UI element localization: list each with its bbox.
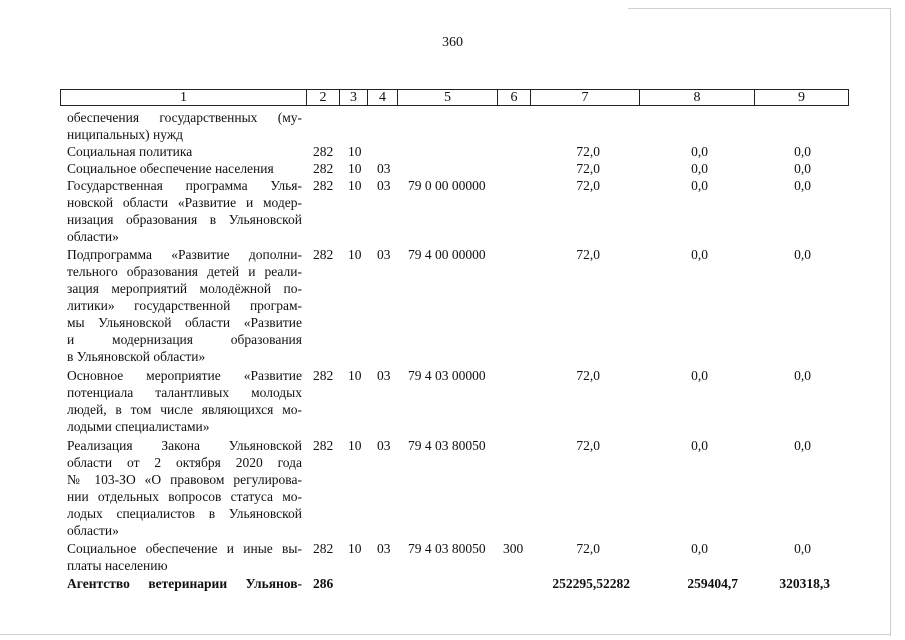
row-name [67,575,302,592]
cell-col-7: 72,0 [576,368,600,383]
cell-col-4: 03 [377,178,391,193]
row-name-line: области» [67,523,119,538]
table-header [60,89,849,106]
cell-col-9: 0,0 [794,161,811,176]
row-name-line: и модернизация образования [67,332,302,347]
cell-col-9: 320318,3 [779,576,830,591]
row-name-line: Социальная политика [67,144,193,159]
cell-col-3: 10 [348,541,362,556]
page-number: 360 [442,35,463,50]
row-name-line: Подпрограмма «Развитие дополни- [67,247,302,262]
cell-col-3: 10 [348,144,362,159]
cell-col-9: 0,0 [794,541,811,556]
row-name-line: обеспечения государственных (му- [67,110,302,125]
cell-col-3: 10 [348,247,362,262]
cell-col-9: 0,0 [794,368,811,383]
cell-col-2: 282 [313,438,334,453]
cell-col-4: 03 [377,368,391,383]
cell-col-8: 0,0 [691,368,708,383]
row-name-line: в Ульяновской области» [67,349,206,364]
row-name-line: зация мероприятий молодёжной по- [67,281,302,296]
cell-col-7: 252295,52282 [552,576,630,591]
cell-col-7: 72,0 [576,541,600,556]
row-name [67,367,302,435]
cell-col-2: 286 [313,576,334,591]
row-name-line: Основное мероприятие «Развитие [67,368,302,383]
cell-col-4: 03 [377,438,391,453]
cell-col-7: 72,0 [576,161,600,176]
cell-col-3: 10 [348,438,362,453]
header-col-9: 9 [798,90,805,105]
cell-col-8: 0,0 [691,438,708,453]
cell-col-4: 03 [377,247,391,262]
cell-col-5: 79 4 00 00000 [408,247,486,262]
page-frame-top [628,8,890,9]
row-name-line: людей, в том числе являющихся мо- [67,402,302,417]
cell-col-5: 79 4 03 00000 [408,368,486,383]
header-col-4: 4 [379,90,386,105]
cell-col-5: 79 0 00 00000 [408,178,486,193]
cell-col-2: 282 [313,541,334,556]
header-col-5: 5 [444,90,451,105]
row-name [67,160,302,177]
row-name-line: мы Ульяновской области «Развитие [67,315,302,330]
cell-col-8: 0,0 [691,144,708,159]
header-col-8: 8 [693,90,701,105]
row-name-line: новской области «Развитие и модер- [67,195,302,210]
cell-col-2: 282 [313,247,334,262]
cell-col-3: 10 [348,178,362,193]
row-name-line: лодых специалистов в Ульяновской [67,506,302,521]
row-name-line: Социальное обеспечение населения [67,161,274,176]
cell-col-7: 72,0 [576,144,600,159]
row-name-line: Социальное обеспечение и иные вы- [67,541,302,556]
cell-col-2: 282 [313,144,334,159]
header-col-1: 1 [180,90,187,105]
row-name [67,540,302,574]
cell-col-8: 0,0 [691,178,708,193]
row-name-line: платы населению [67,558,168,573]
row-name-line: Государственная программа Улья- [67,178,302,193]
row-name-line: Агентство ветеринарии Ульянов- [67,576,302,591]
row-name-line: области от 2 октября 2020 года [67,455,302,470]
cell-col-2: 282 [313,368,334,383]
page-frame-right [890,8,891,636]
row-name-line: потенциала талантливых молодых [67,385,302,400]
row-name-line: № 103-ЗО «О правовом регулирова- [67,472,302,487]
row-name-line: низация образования в Ульяновской [67,212,302,227]
page-frame-bottom [0,634,890,635]
cell-col-7: 72,0 [576,247,600,262]
cell-col-5: 79 4 03 80050 [408,438,486,453]
row-name-line: Реализация Закона Ульяновской [67,438,302,453]
row-name-line: области» [67,229,119,244]
cell-col-3: 10 [348,368,362,383]
cell-col-2: 282 [313,178,334,193]
row-name [67,143,302,160]
cell-col-7: 72,0 [576,178,600,193]
cell-col-9: 0,0 [794,178,811,193]
row-name [67,177,302,245]
cell-col-8: 0,0 [691,247,708,262]
cell-col-6: 300 [503,541,524,556]
row-name-line: литики» государственной програм- [67,298,302,313]
cell-col-4: 03 [377,161,391,176]
row-name-line: нии отдельных вопросов статуса мо- [67,489,302,504]
cell-col-8: 259404,7 [687,576,738,591]
row-name [67,437,302,539]
cell-col-2: 282 [313,161,334,176]
cell-col-3: 10 [348,161,362,176]
cell-col-8: 0,0 [691,541,708,556]
header-col-6: 6 [510,90,518,105]
header-col-7: 7 [581,90,589,105]
header-col-3: 3 [350,90,357,105]
row-name-line: ниципальных) нужд [67,127,184,142]
row-name-line: лодыми специалистами» [67,419,210,434]
cell-col-9: 0,0 [794,438,811,453]
cell-col-4: 03 [377,541,391,556]
header-col-2: 2 [319,90,327,105]
cell-col-8: 0,0 [691,161,708,176]
row-name-line: тельного образования детей и реали- [67,264,302,279]
cell-col-9: 0,0 [794,247,811,262]
row-name [67,246,302,365]
cell-col-9: 0,0 [794,144,811,159]
row-name [67,109,302,143]
cell-col-7: 72,0 [576,438,600,453]
cell-col-5: 79 4 03 80050 [408,541,486,556]
